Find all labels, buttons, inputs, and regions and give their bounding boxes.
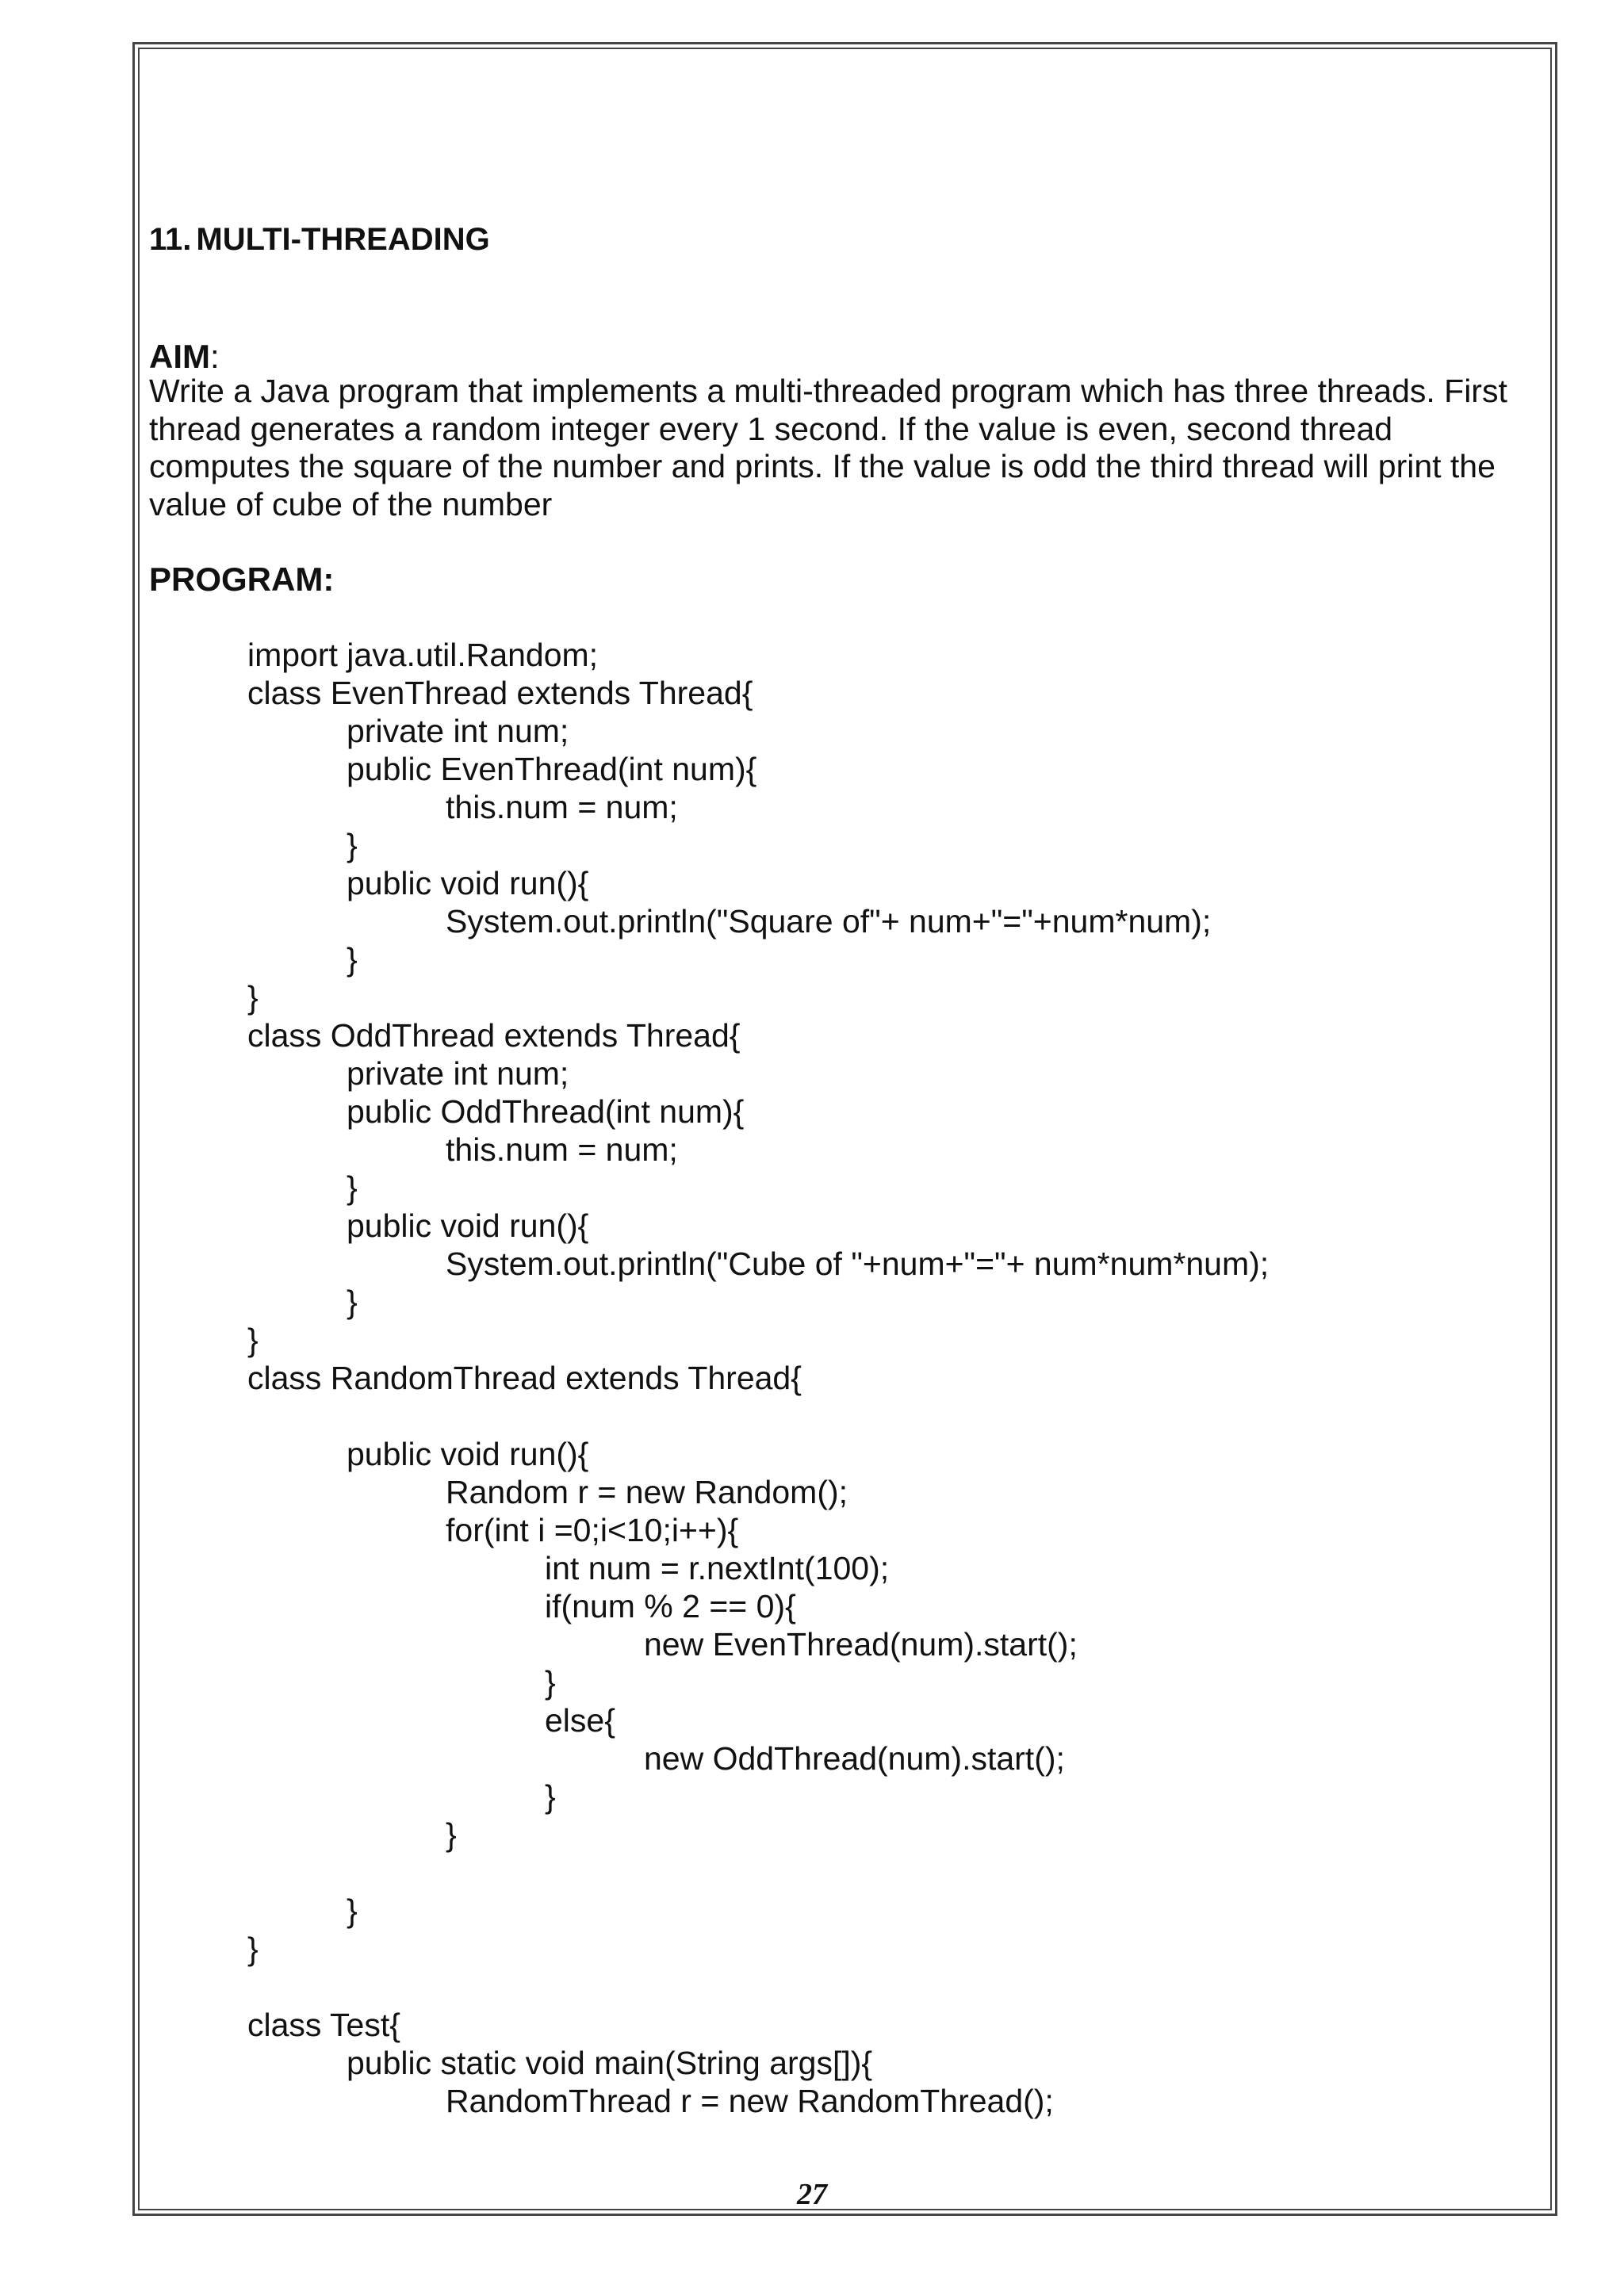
code-line: for(int i =0;i<10;i++){ bbox=[446, 1512, 739, 1548]
code-line: public EvenThread(int num){ bbox=[347, 751, 757, 787]
aim-label bbox=[149, 338, 220, 376]
section-number: 11. bbox=[149, 222, 192, 257]
code-line: Random r = new Random(); bbox=[446, 1474, 848, 1510]
section-title: MULTI-THREADING bbox=[196, 222, 490, 257]
code-line: public void run(){ bbox=[347, 1207, 589, 1244]
code-line: } bbox=[446, 1816, 457, 1853]
code-line: } bbox=[347, 1284, 358, 1320]
code-line: else{ bbox=[545, 1702, 615, 1739]
code-line: public OddThread(int num){ bbox=[347, 1093, 745, 1130]
code-line: } bbox=[545, 1664, 556, 1701]
code-line: class EvenThread extends Thread{ bbox=[247, 675, 753, 711]
code-line: new EvenThread(num).start(); bbox=[644, 1626, 1078, 1663]
code-line: class OddThread extends Thread{ bbox=[247, 1017, 741, 1054]
code-line: public void run(){ bbox=[347, 865, 589, 901]
code-line: private int num; bbox=[347, 1055, 569, 1092]
code-line: class Test{ bbox=[247, 2007, 400, 2043]
code-line: } bbox=[247, 1322, 259, 1358]
aim-line: computes the square of the number and prints. If the value is odd the third thread will print the bbox=[149, 448, 1496, 484]
code-line: this.num = num; bbox=[446, 789, 678, 825]
page-number: 27 bbox=[797, 2178, 827, 2211]
code-line: class RandomThread extends Thread{ bbox=[247, 1360, 802, 1396]
code-line: } bbox=[247, 979, 259, 1016]
code-line: public static void main(String args[]){ bbox=[347, 2045, 873, 2081]
code-line: } bbox=[347, 941, 358, 978]
aim-line: value of cube of the number bbox=[149, 485, 553, 522]
code-line: if(num % 2 == 0){ bbox=[545, 1588, 796, 1624]
code-line: } bbox=[347, 1169, 358, 1206]
aim-line: thread generates a random integer every 1 second. If the value is even, second thread bbox=[149, 410, 1393, 447]
code-line: RandomThread r = new RandomThread(); bbox=[446, 2083, 1054, 2119]
code-line: private int num; bbox=[347, 713, 569, 749]
code-line: System.out.println("Square of"+ num+"="+num*num); bbox=[446, 903, 1212, 939]
aim-label-text: AIM bbox=[149, 338, 210, 375]
code-line: } bbox=[347, 827, 358, 863]
aim-line: Write a Java program that implements a multi-threaded program which has three threads. First bbox=[149, 373, 1507, 409]
code-line: } bbox=[247, 1931, 259, 1967]
section-heading bbox=[149, 222, 490, 258]
code-line: int num = r.nextInt(100); bbox=[545, 1550, 890, 1586]
aim-description bbox=[149, 373, 1545, 523]
program-label: PROGRAM: bbox=[149, 561, 335, 598]
code-line: System.out.println("Cube of "+num+"="+ num*num*num); bbox=[446, 1246, 1270, 1282]
code-line: this.num = num; bbox=[446, 1131, 678, 1168]
code-line: new OddThread(num).start(); bbox=[644, 1740, 1065, 1777]
aim-label-colon: : bbox=[210, 338, 220, 375]
code-line: } bbox=[545, 1778, 556, 1815]
code-line: } bbox=[347, 1892, 358, 1929]
code-line: public void run(){ bbox=[347, 1436, 589, 1472]
code-line: import java.util.Random; bbox=[247, 637, 599, 673]
